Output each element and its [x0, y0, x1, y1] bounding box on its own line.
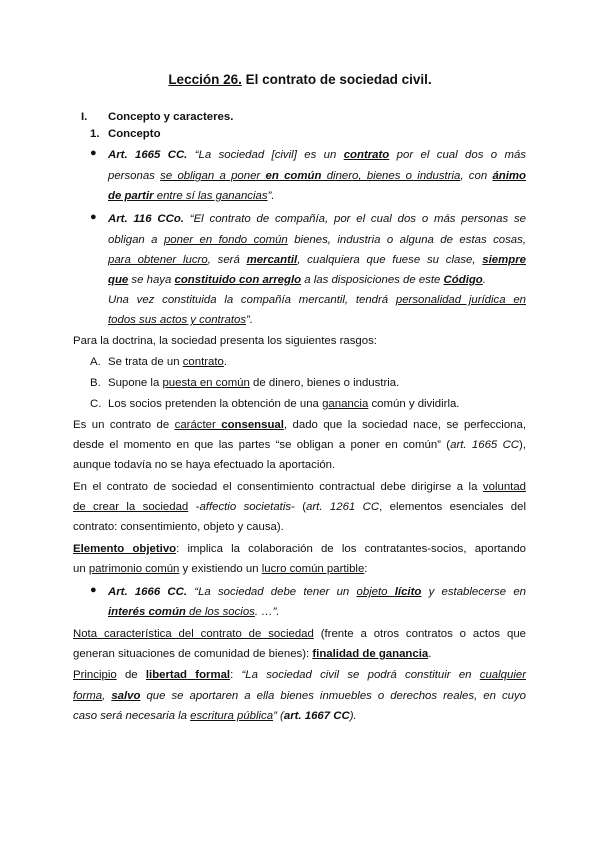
section-heading: Concepto y caracteres.: [108, 111, 234, 123]
rasgo-c: Los socios pretenden la obtención de una ganancia común y dividirla.: [108, 398, 460, 410]
consentimiento-line-3: contrato: consentimiento, objeto y causa).: [73, 521, 284, 533]
bullet-2-line-1: Art. 116 CCo. “El contrato de compañía, por el cual dos o más personas se: [108, 213, 526, 225]
doctrina-intro: Para la doctrina, la sociedad presenta los siguientes rasgos:: [73, 335, 377, 347]
nota-line-1: Nota característica del contrato de sociedad (frente a otros contratos o actos que: [73, 628, 526, 640]
bullet-1-line-3: de partir entre sí las ganancias”.: [108, 190, 275, 202]
consentimiento-line-1: En el contrato de sociedad el consentimiento contractual debe dirigirse a la voluntad: [73, 481, 526, 493]
nota-line-2: generan situaciones de comunidad de bienes): finalidad de ganancia.: [73, 648, 432, 660]
bullet-2-line-4: que se haya constituido con arreglo a las disposiciones de este Código.: [108, 274, 486, 286]
title-lesson: Lección 26.: [168, 72, 242, 87]
rasgo-letter-c: C.: [90, 398, 102, 410]
consensual-line-2: desde el momento en que las partes “se obligan a poner en común” (art. 1665 CC),: [73, 439, 526, 451]
principio-line-3: caso será necesaria la escritura pública” (art. 1667 CC).: [73, 710, 357, 722]
objetivo-line-2: un patrimonio común y existiendo un lucro común partible:: [73, 563, 368, 575]
bullet-dot: ●: [90, 147, 97, 159]
bullet-3-line-2: interés común de los socios. …”.: [108, 606, 280, 618]
bullet-3-line-1: Art. 1666 CC. “La sociedad debe tener un objeto lícito y establecerse en: [108, 586, 527, 598]
bullet-2-line-2: obligan a poner en fondo común bienes, industria o alguna de estas cosas,: [108, 234, 526, 246]
bullet-1-line-2: personas se obligan a poner en común dinero, bienes o industria, con ánimo: [108, 170, 526, 182]
rasgo-letter-a: A.: [90, 356, 101, 368]
bullet-2-line-3: para obtener lucro, será mercantil, cualquiera que fuese su clase, siempre: [108, 254, 526, 266]
bullet-2-line-6: todos sus actos y contratos”.: [108, 314, 253, 326]
bullet-1-line-1: Art. 1665 CC. “La sociedad [civil] es un contrato por el cual dos o más: [108, 149, 527, 161]
page-title: [0, 72, 600, 87]
rasgo-a: Se trata de un contrato.: [108, 356, 228, 368]
objetivo-line-1: Elemento objetivo: implica la colaboración de los contratantes-socios, aportando: [73, 543, 527, 555]
title-rest: El contrato de sociedad civil.: [241, 72, 432, 87]
subsection-number: 1.: [90, 128, 100, 140]
section-numeral: I.: [81, 111, 88, 123]
principio-line-1: Principio de libertad formal: “La sociedad civil se podrá constituir en cualquier: [73, 669, 526, 681]
bullet-dot: ●: [90, 211, 97, 223]
consensual-line-1: Es un contrato de carácter consensual, dado que la sociedad nace, se perfecciona,: [73, 419, 527, 431]
consentimiento-line-2: de crear la sociedad -affectio societatis- (art. 1261 CC, elementos esenciales del: [73, 501, 526, 513]
rasgo-b: Supone la puesta en común de dinero, bienes o industria.: [108, 377, 400, 389]
rasgo-letter-b: B.: [90, 377, 101, 389]
bullet-dot: ●: [90, 584, 97, 596]
bullet-2-line-5: Una vez constituida la compañía mercantil, tendrá personalidad jurídica en: [108, 294, 526, 306]
subsection-heading: Concepto: [108, 128, 161, 140]
consensual-line-3: aunque todavía no se haya efectuado la aportación.: [73, 459, 336, 471]
principio-line-2: forma, salvo que se aportaren a ella bienes inmuebles o derechos reales, en cuyo: [73, 690, 526, 702]
